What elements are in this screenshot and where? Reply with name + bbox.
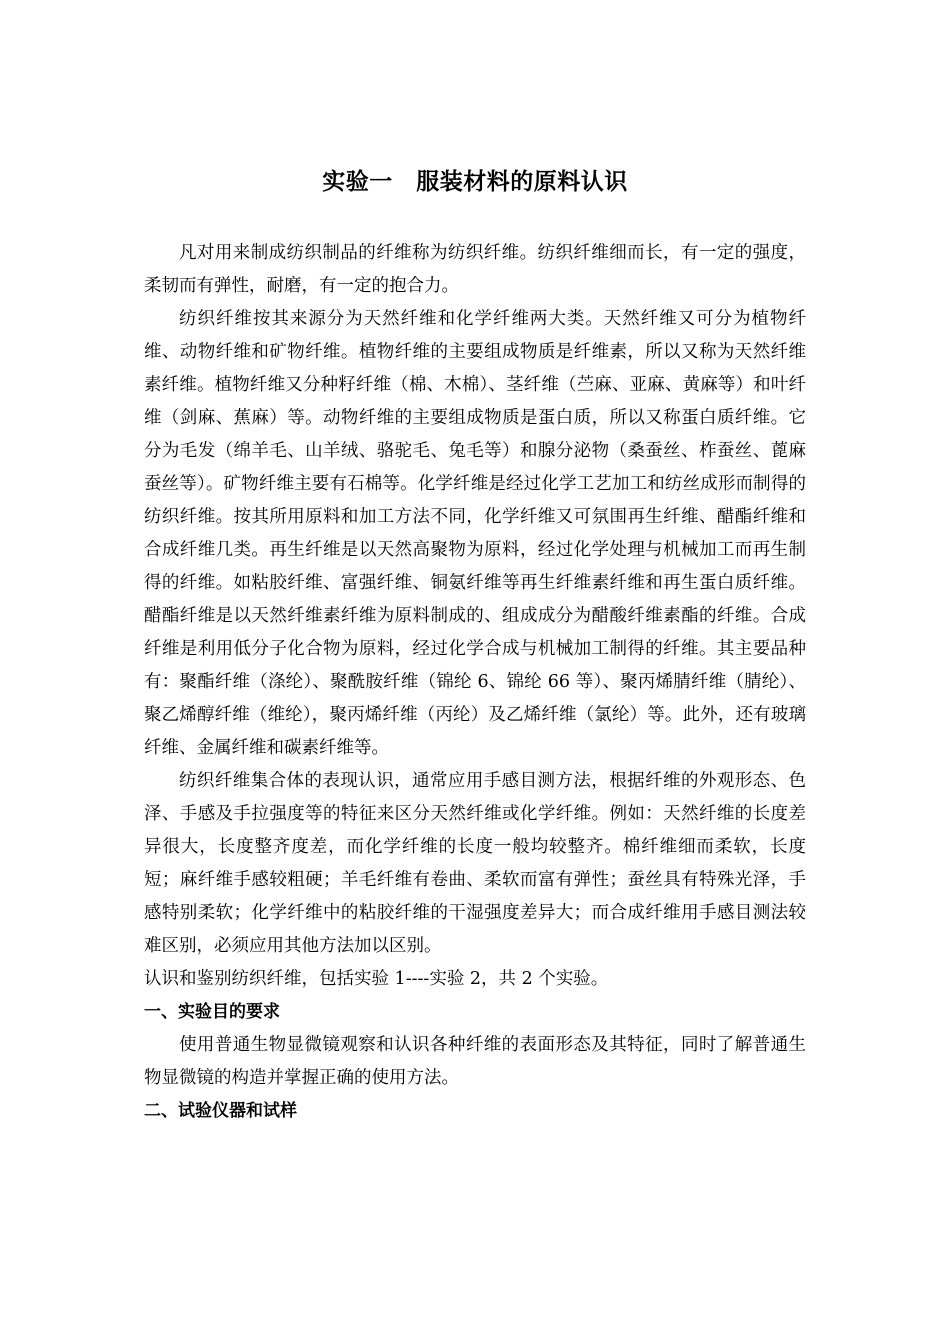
page-title: 实验一 服装材料的原料认识 <box>322 169 628 195</box>
section-heading-instruments: 二、试验仪器和试样 <box>144 1101 297 1121</box>
paragraph-fiber-classification: 纺织纤维按其来源分为天然纤维和化学纤维两大类。天然纤维又可分为植物纤维、动物纤维和矿物纤维。植物纤维的主要组成物质是纤维素，所以又称为天然纤维素纤维。植物纤维又分种籽纤维（棉、木棉）、茎纤维（苎麻、亚麻、黄麻等）和叶纤维（剑麻、蕉麻）等。动物纤维的主要组成物质是蛋白质，所以又称蛋白质纤维。它分为毛发（绵羊毛、山羊绒、骆驼毛、兔毛等）和腺分泌物（桑蚕丝、柞蚕丝、蓖麻蚕丝等）。矿物纤维主要有石棉等。化学纤维是经过化学工艺加工和纺丝成形而制得的纺织纤维。按其所用原料和加工方法不同，化学纤维又可氛围再生纤维、醋酯纤维和合成纤维几类。再生纤维是以天然高聚物为原料，经过化学处理与机械加工而再生制得的纤维。如粘胶纤维、富强纤维、铜氨纤维等再生纤维素纤维和再生蛋白质纤维。醋酯纤维是以天然纤维素纤维为原料制成的、组成成分为醋酸纤维素酯的纤维。合成纤维是利用低分子化合物为原料，经过化学合成与机械加工制得的纤维。其主要品种有：聚酯纤维（涤纶）、聚酰胺纤维（锦纶 6、锦纶 66 等）、聚丙烯腈纤维（腈纶）、聚乙烯醇纤维（维纶），聚丙烯纤维（丙纶）及乙烯纤维（氯纶）等。此外，还有玻璃纤维、金属纤维和碳素纤维等。 <box>144 309 806 758</box>
paragraph-experiment-note: 认识和鉴别纺织纤维，包括实验 1----实验 2，共 2 个实验。 <box>144 969 609 989</box>
paragraph-fiber-identification: 纺织纤维集合体的表现认识，通常应用手感目测方法，根据纤维的外观形态、色泽、手感及手拉强度等的特征来区分天然纤维或化学纤维。例如：天然纤维的长度差异很大，长度整齐度差，而化学纤维的长度一般均较整齐。棉纤维细而柔软，长度短；麻纤维手感较粗硬；羊毛纤维有卷曲、柔软而富有弹性；蚕丝具有特殊光泽，手感特别柔软；化学纤维中的粘胶纤维的干湿强度差异大；而合成纤维用手感目测法较难区别，必须应用其他方法加以区别。 <box>144 771 806 956</box>
paragraph-objectives: 使用普通生物显微镜观察和认识各种纤维的表面形态及其特征，同时了解普通生物显微镜的构造并掌握正确的使用方法。 <box>144 1035 806 1088</box>
paragraph-textile-fiber-definition: 凡对用来制成纺织制品的纤维称为纺织纤维。纺织纤维细而长，有一定的强度，柔韧而有弹性，耐磨，有一定的抱合力。 <box>144 243 806 296</box>
document-body <box>144 237 806 1128</box>
section-heading-objectives: 一、实验目的要求 <box>144 1002 280 1022</box>
